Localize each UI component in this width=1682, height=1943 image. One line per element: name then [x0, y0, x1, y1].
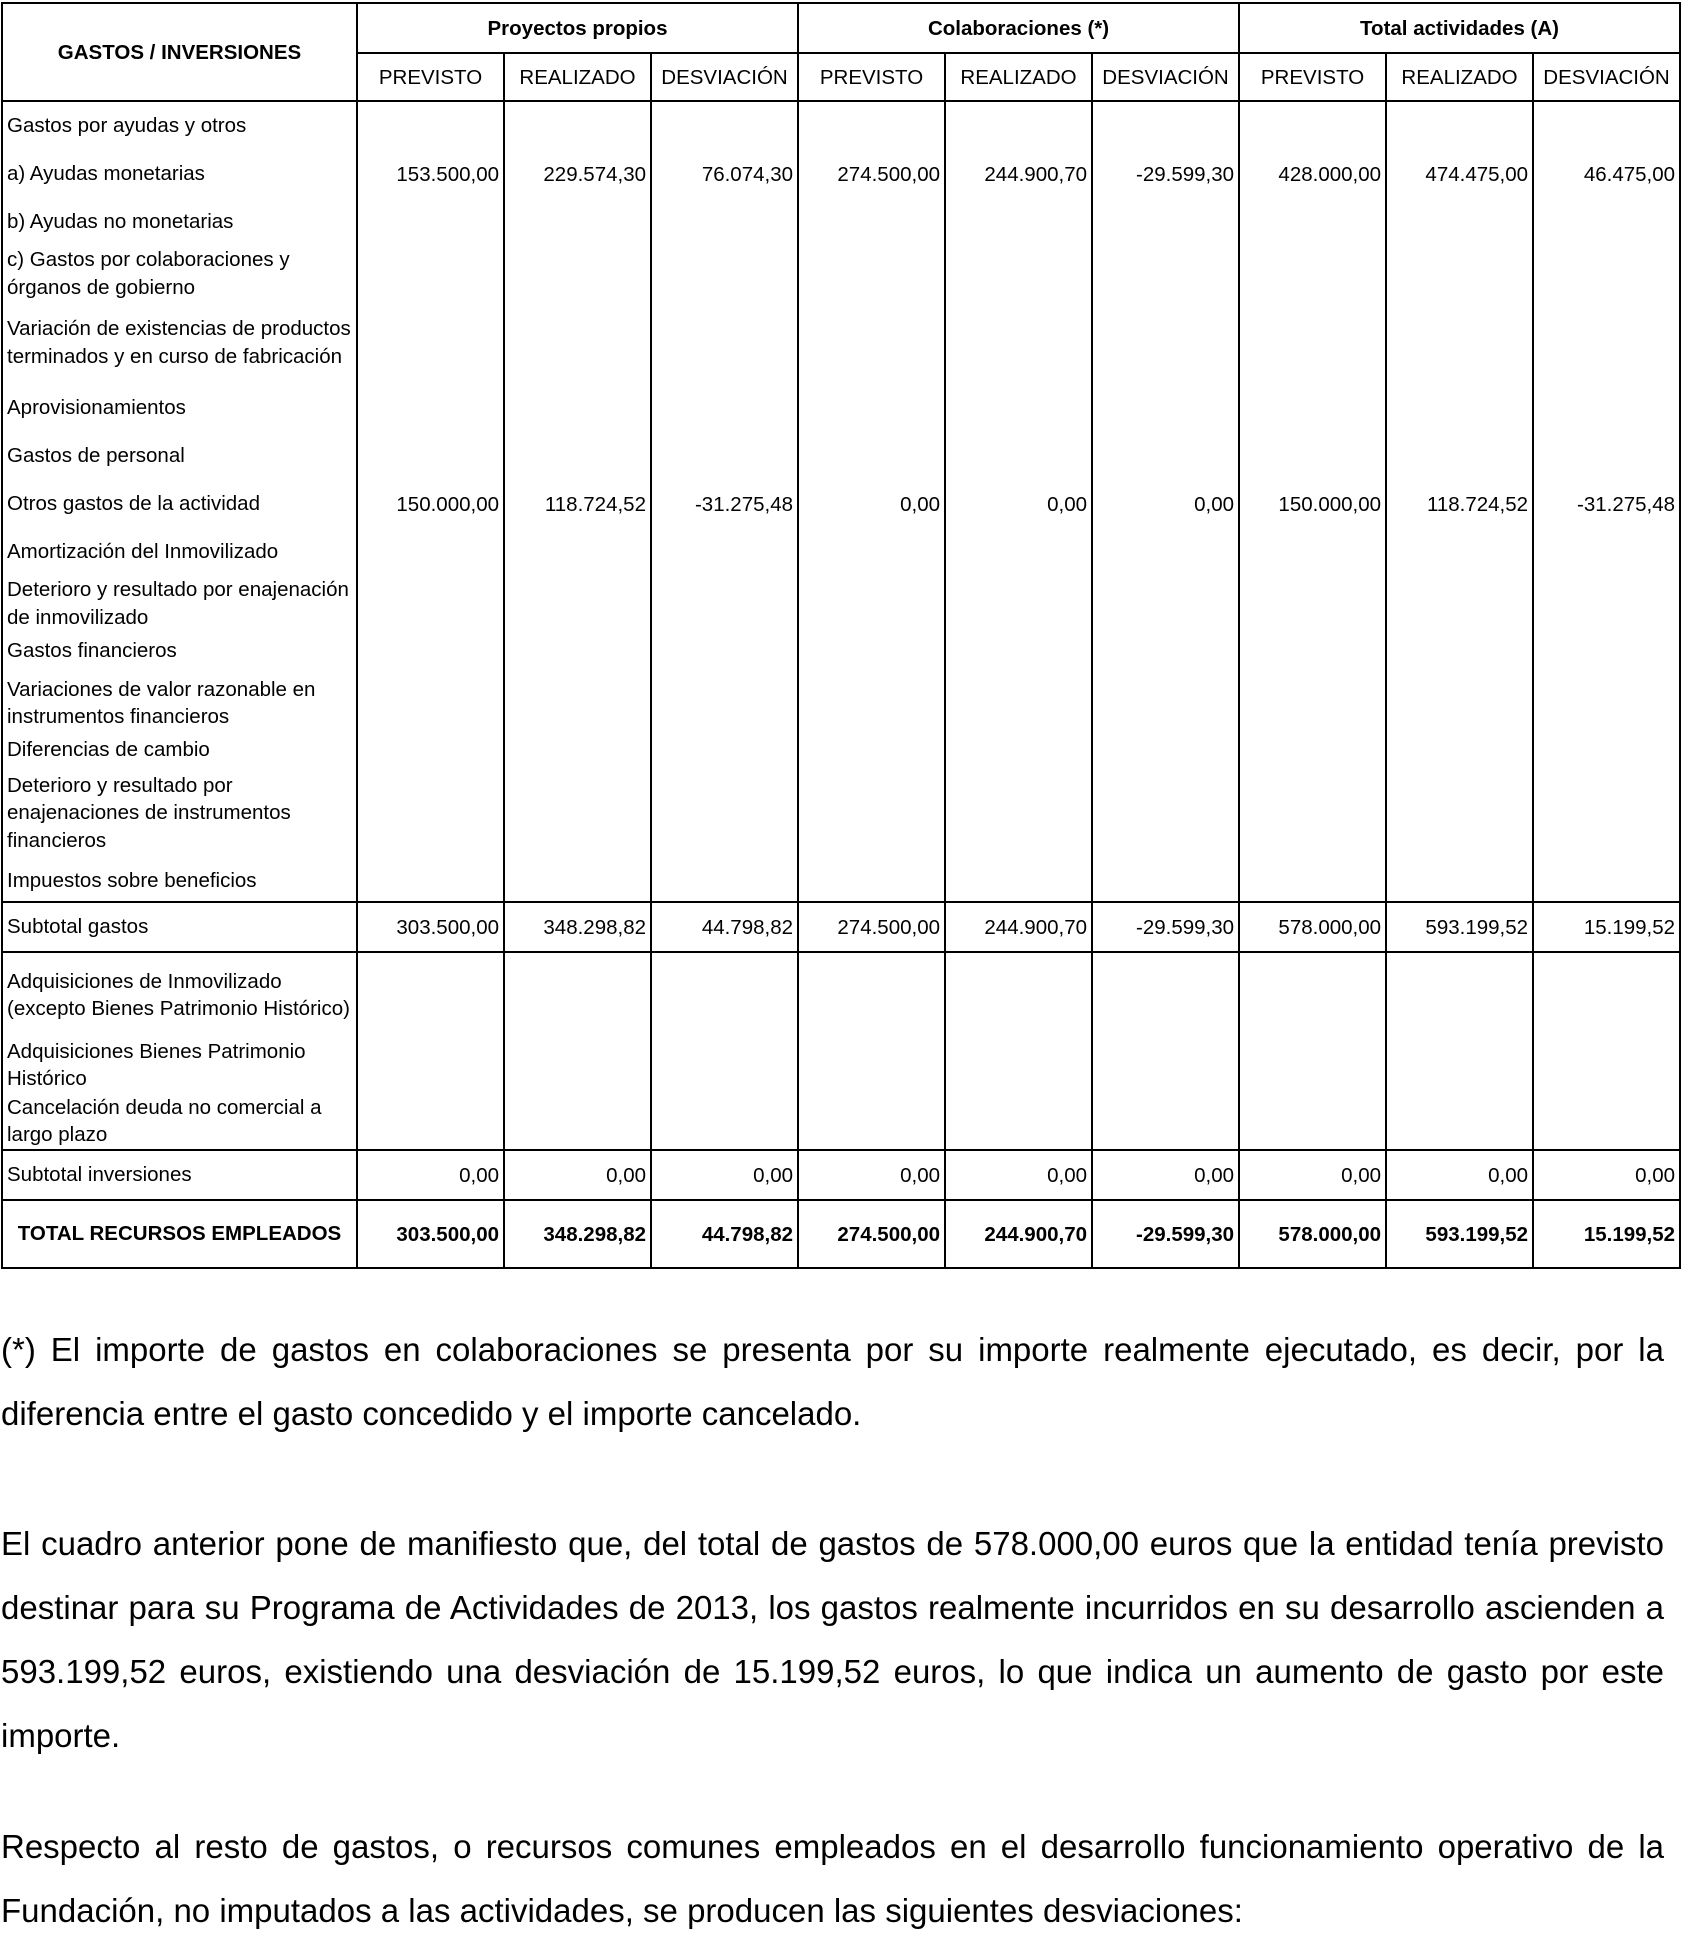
table-row [2, 1093, 1680, 1150]
value-cell [357, 631, 504, 671]
value-cell [1239, 1093, 1386, 1150]
value-cell [798, 301, 945, 384]
value-cell: 593.199,52 [1386, 1200, 1533, 1268]
value-cell [945, 1093, 1092, 1150]
row-label: Amortización del Inmovilizado [2, 528, 357, 576]
value-cell [651, 101, 798, 150]
value-cell [1092, 735, 1239, 765]
row-label: Gastos por ayudas y otros [2, 101, 357, 150]
value-cell: 15.199,52 [1533, 1200, 1680, 1268]
value-cell [651, 952, 798, 1037]
value-cell [651, 1037, 798, 1093]
value-cell: 0,00 [504, 1150, 651, 1200]
other-expenses-paragraph: Respecto al resto de gastos, o recursos comunes empleados en el desarrollo funcionamiento operativo de la Fundación, no imputados a las actividades, se producen las siguientes desviaciones: [1, 1828, 1664, 1929]
value-cell [1092, 1037, 1239, 1093]
value-cell [504, 301, 651, 384]
table-row [2, 150, 1680, 198]
row-label: Deterioro y resultado por enajenación de inmovilizado [2, 576, 357, 631]
value-cell [651, 301, 798, 384]
value-cell [945, 198, 1092, 246]
value-cell [504, 198, 651, 246]
value-cell: -29.599,30 [1092, 150, 1239, 198]
subheader-realizado: REALIZADO [1386, 53, 1533, 101]
value-cell: -31.275,48 [651, 480, 798, 528]
value-cell [1239, 101, 1386, 150]
subheader-desviacion: DESVIACIÓN [1092, 53, 1239, 101]
table-row [2, 384, 1680, 432]
value-cell: 244.900,70 [945, 1200, 1092, 1268]
value-cell: 303.500,00 [357, 1200, 504, 1268]
value-cell [1533, 198, 1680, 246]
table-body [2, 101, 1680, 1268]
subheader-realizado: REALIZADO [945, 53, 1092, 101]
value-cell [1386, 576, 1533, 631]
row-label: Adquisiciones de Inmovilizado (excepto Bienes Patrimonio Histórico) [2, 952, 357, 1037]
value-cell: 0,00 [357, 1150, 504, 1200]
value-cell [651, 735, 798, 765]
row-label: Subtotal inversiones [2, 1150, 357, 1200]
value-cell [1092, 576, 1239, 631]
footnote-paragraph: (*) El importe de gastos en colaboraciones se presenta por su importe realmente ejecutado, es decir, por la diferencia entre el gasto concedido y el importe cancelado. [1, 1331, 1664, 1432]
value-cell [651, 765, 798, 861]
value-cell [1533, 432, 1680, 480]
value-cell [357, 671, 504, 735]
table-row [2, 1150, 1680, 1200]
value-cell [798, 765, 945, 861]
value-cell: 0,00 [798, 1150, 945, 1200]
value-cell [945, 765, 1092, 861]
value-cell [1386, 432, 1533, 480]
value-cell [1092, 246, 1239, 301]
table-row [2, 735, 1680, 765]
value-cell [1092, 432, 1239, 480]
row-label: Deterioro y resultado por enajenaciones de instrumentos financieros [2, 765, 357, 861]
table-row [2, 952, 1680, 1037]
value-cell [651, 1093, 798, 1150]
value-cell [945, 101, 1092, 150]
value-cell [945, 528, 1092, 576]
value-cell [945, 735, 1092, 765]
value-cell [945, 301, 1092, 384]
table-row [2, 631, 1680, 671]
value-cell [1386, 384, 1533, 432]
value-cell: 0,00 [651, 1150, 798, 1200]
value-cell [1533, 1037, 1680, 1093]
table-row [2, 246, 1680, 301]
value-cell [1386, 101, 1533, 150]
subheader-previsto: PREVISTO [1239, 53, 1386, 101]
value-cell [504, 432, 651, 480]
table-row [2, 480, 1680, 528]
value-cell: 274.500,00 [798, 150, 945, 198]
value-cell [504, 671, 651, 735]
value-cell [651, 246, 798, 301]
value-cell [1386, 671, 1533, 735]
value-cell [1239, 952, 1386, 1037]
value-cell [1533, 1093, 1680, 1150]
value-cell [945, 631, 1092, 671]
value-cell [1092, 528, 1239, 576]
value-cell [1533, 671, 1680, 735]
value-cell: 153.500,00 [357, 150, 504, 198]
value-cell [651, 576, 798, 631]
value-cell [504, 952, 651, 1037]
value-cell [1239, 576, 1386, 631]
value-cell [1386, 631, 1533, 671]
value-cell [798, 576, 945, 631]
value-cell [651, 384, 798, 432]
value-cell [798, 432, 945, 480]
value-cell [651, 631, 798, 671]
value-cell [1239, 1037, 1386, 1093]
group-header-proyectos: Proyectos propios [357, 3, 798, 53]
value-cell [357, 1037, 504, 1093]
value-cell [1533, 952, 1680, 1037]
value-cell [798, 735, 945, 765]
row-label: b) Ayudas no monetarias [2, 198, 357, 246]
value-cell: 428.000,00 [1239, 150, 1386, 198]
value-cell [504, 1093, 651, 1150]
value-cell [651, 432, 798, 480]
value-cell: 0,00 [945, 480, 1092, 528]
value-cell [1239, 861, 1386, 902]
value-cell [1092, 952, 1239, 1037]
value-cell [945, 576, 1092, 631]
value-cell: 0,00 [1533, 1150, 1680, 1200]
value-cell [1533, 765, 1680, 861]
value-cell [1386, 861, 1533, 902]
value-cell [1386, 1037, 1533, 1093]
value-cell [504, 246, 651, 301]
value-cell [1386, 765, 1533, 861]
value-cell [1092, 765, 1239, 861]
value-cell [357, 432, 504, 480]
table-row [2, 301, 1680, 384]
table-row [2, 101, 1680, 150]
value-cell [357, 861, 504, 902]
value-cell [357, 1093, 504, 1150]
value-cell: 348.298,82 [504, 1200, 651, 1268]
value-cell [1239, 301, 1386, 384]
value-cell [504, 631, 651, 671]
value-cell [945, 671, 1092, 735]
value-cell [1092, 1093, 1239, 1150]
value-cell [945, 952, 1092, 1037]
value-cell [357, 528, 504, 576]
value-cell: 274.500,00 [798, 1200, 945, 1268]
value-cell: 578.000,00 [1239, 902, 1386, 952]
value-cell [357, 246, 504, 301]
value-cell [357, 576, 504, 631]
value-cell: 118.724,52 [1386, 480, 1533, 528]
value-cell [1092, 301, 1239, 384]
value-cell [1239, 432, 1386, 480]
subheader-previsto: PREVISTO [798, 53, 945, 101]
table-row [2, 902, 1680, 952]
value-cell [798, 528, 945, 576]
value-cell [504, 528, 651, 576]
row-label: Otros gastos de la actividad [2, 480, 357, 528]
row-label: Impuestos sobre beneficios [2, 861, 357, 902]
value-cell: 244.900,70 [945, 150, 1092, 198]
group-header-total: Total actividades (A) [1239, 3, 1680, 53]
value-cell [798, 246, 945, 301]
value-cell [1239, 384, 1386, 432]
value-cell [1386, 198, 1533, 246]
value-cell [357, 952, 504, 1037]
value-cell: 0,00 [798, 480, 945, 528]
table-row [2, 432, 1680, 480]
value-cell: 274.500,00 [798, 902, 945, 952]
value-cell [1533, 384, 1680, 432]
value-cell [1239, 631, 1386, 671]
value-cell [1092, 631, 1239, 671]
subheader-desviacion: DESVIACIÓN [1533, 53, 1680, 101]
value-cell: -31.275,48 [1533, 480, 1680, 528]
value-cell [945, 1037, 1092, 1093]
value-cell: 150.000,00 [1239, 480, 1386, 528]
table-row [2, 861, 1680, 902]
value-cell [798, 861, 945, 902]
value-cell [798, 631, 945, 671]
value-cell: 44.798,82 [651, 902, 798, 952]
value-cell: -29.599,30 [1092, 902, 1239, 952]
value-cell [1533, 528, 1680, 576]
value-cell [651, 671, 798, 735]
group-header-colaboraciones: Colaboraciones (*) [798, 3, 1239, 53]
row-label: Diferencias de cambio [2, 735, 357, 765]
value-cell [798, 952, 945, 1037]
value-cell [1533, 735, 1680, 765]
row-label: Cancelación deuda no comercial a largo plazo [2, 1093, 357, 1150]
value-cell [504, 101, 651, 150]
value-cell [1386, 952, 1533, 1037]
table-row [2, 765, 1680, 861]
value-cell [504, 861, 651, 902]
corner-header: GASTOS / INVERSIONES [2, 3, 357, 101]
value-cell [1092, 384, 1239, 432]
value-cell [945, 861, 1092, 902]
row-label: Adquisiciones Bienes Patrimonio Histórico [2, 1037, 357, 1093]
value-cell [504, 765, 651, 861]
value-cell [1386, 735, 1533, 765]
value-cell [357, 301, 504, 384]
value-cell: 244.900,70 [945, 902, 1092, 952]
row-label: a) Ayudas monetarias [2, 150, 357, 198]
value-cell: 0,00 [1092, 480, 1239, 528]
subheader-desviacion: DESVIACIÓN [651, 53, 798, 101]
value-cell [357, 384, 504, 432]
value-cell [1533, 301, 1680, 384]
value-cell [1533, 101, 1680, 150]
value-cell: 578.000,00 [1239, 1200, 1386, 1268]
value-cell: 44.798,82 [651, 1200, 798, 1268]
row-label: Gastos financieros [2, 631, 357, 671]
value-cell: 15.199,52 [1533, 902, 1680, 952]
value-cell: 118.724,52 [504, 480, 651, 528]
row-label: Subtotal gastos [2, 902, 357, 952]
value-cell [1533, 631, 1680, 671]
value-cell [357, 735, 504, 765]
value-cell [1533, 576, 1680, 631]
row-label: Variaciones de valor razonable en instrumentos financieros [2, 671, 357, 735]
value-cell [1386, 1093, 1533, 1150]
value-cell [504, 384, 651, 432]
table-row [2, 198, 1680, 246]
value-cell [945, 384, 1092, 432]
value-cell [945, 432, 1092, 480]
table-row [2, 528, 1680, 576]
value-cell [357, 101, 504, 150]
value-cell [1092, 198, 1239, 246]
value-cell [1092, 861, 1239, 902]
value-cell [1533, 861, 1680, 902]
value-cell: 0,00 [945, 1150, 1092, 1200]
table-row [2, 1037, 1680, 1093]
value-cell: -29.599,30 [1092, 1200, 1239, 1268]
gastos-inversiones-table [1, 2, 1681, 1269]
row-label: Variación de existencias de productos terminados y en curso de fabricación [2, 301, 357, 384]
value-cell [798, 198, 945, 246]
value-cell: 348.298,82 [504, 902, 651, 952]
value-cell [504, 735, 651, 765]
value-cell [798, 101, 945, 150]
value-cell [357, 198, 504, 246]
value-cell [504, 1037, 651, 1093]
value-cell [1239, 198, 1386, 246]
value-cell [1239, 246, 1386, 301]
row-label: Gastos de personal [2, 432, 357, 480]
value-cell [651, 528, 798, 576]
row-label: Aprovisionamientos [2, 384, 357, 432]
table-row [2, 1200, 1680, 1268]
value-cell [798, 384, 945, 432]
value-cell [798, 1093, 945, 1150]
value-cell: 0,00 [1239, 1150, 1386, 1200]
row-label: c) Gastos por colaboraciones y órganos de gobierno [2, 246, 357, 301]
value-cell [1239, 765, 1386, 861]
value-cell [1386, 528, 1533, 576]
value-cell [1092, 671, 1239, 735]
value-cell [1386, 246, 1533, 301]
table-row [2, 671, 1680, 735]
value-cell [1386, 301, 1533, 384]
value-cell [1092, 101, 1239, 150]
value-cell [651, 861, 798, 902]
value-cell: 229.574,30 [504, 150, 651, 198]
value-cell [651, 198, 798, 246]
value-cell [1533, 246, 1680, 301]
value-cell [1239, 671, 1386, 735]
value-cell [1239, 528, 1386, 576]
value-cell: 474.475,00 [1386, 150, 1533, 198]
table-row [2, 576, 1680, 631]
summary-paragraph: El cuadro anterior pone de manifiesto que, del total de gastos de 578.000,00 euros que la entidad tenía previsto destinar para su Programa de Actividades de 2013, los gastos realmente incurridos en su desarrollo ascienden a 593.199,52 euros, existiendo una desviación de 15.199,52 euros, lo que indica un aumento de gasto por este importe. [1, 1525, 1664, 1754]
value-cell: 46.475,00 [1533, 150, 1680, 198]
value-cell [357, 765, 504, 861]
row-label: TOTAL RECURSOS EMPLEADOS [2, 1200, 357, 1268]
value-cell: 150.000,00 [357, 480, 504, 528]
value-cell: 0,00 [1092, 1150, 1239, 1200]
value-cell [1239, 735, 1386, 765]
value-cell: 593.199,52 [1386, 902, 1533, 952]
value-cell: 76.074,30 [651, 150, 798, 198]
value-cell [504, 576, 651, 631]
value-cell: 0,00 [1386, 1150, 1533, 1200]
subheader-previsto: PREVISTO [357, 53, 504, 101]
subheader-realizado: REALIZADO [504, 53, 651, 101]
value-cell [798, 671, 945, 735]
value-cell [798, 1037, 945, 1093]
value-cell: 303.500,00 [357, 902, 504, 952]
value-cell [945, 246, 1092, 301]
